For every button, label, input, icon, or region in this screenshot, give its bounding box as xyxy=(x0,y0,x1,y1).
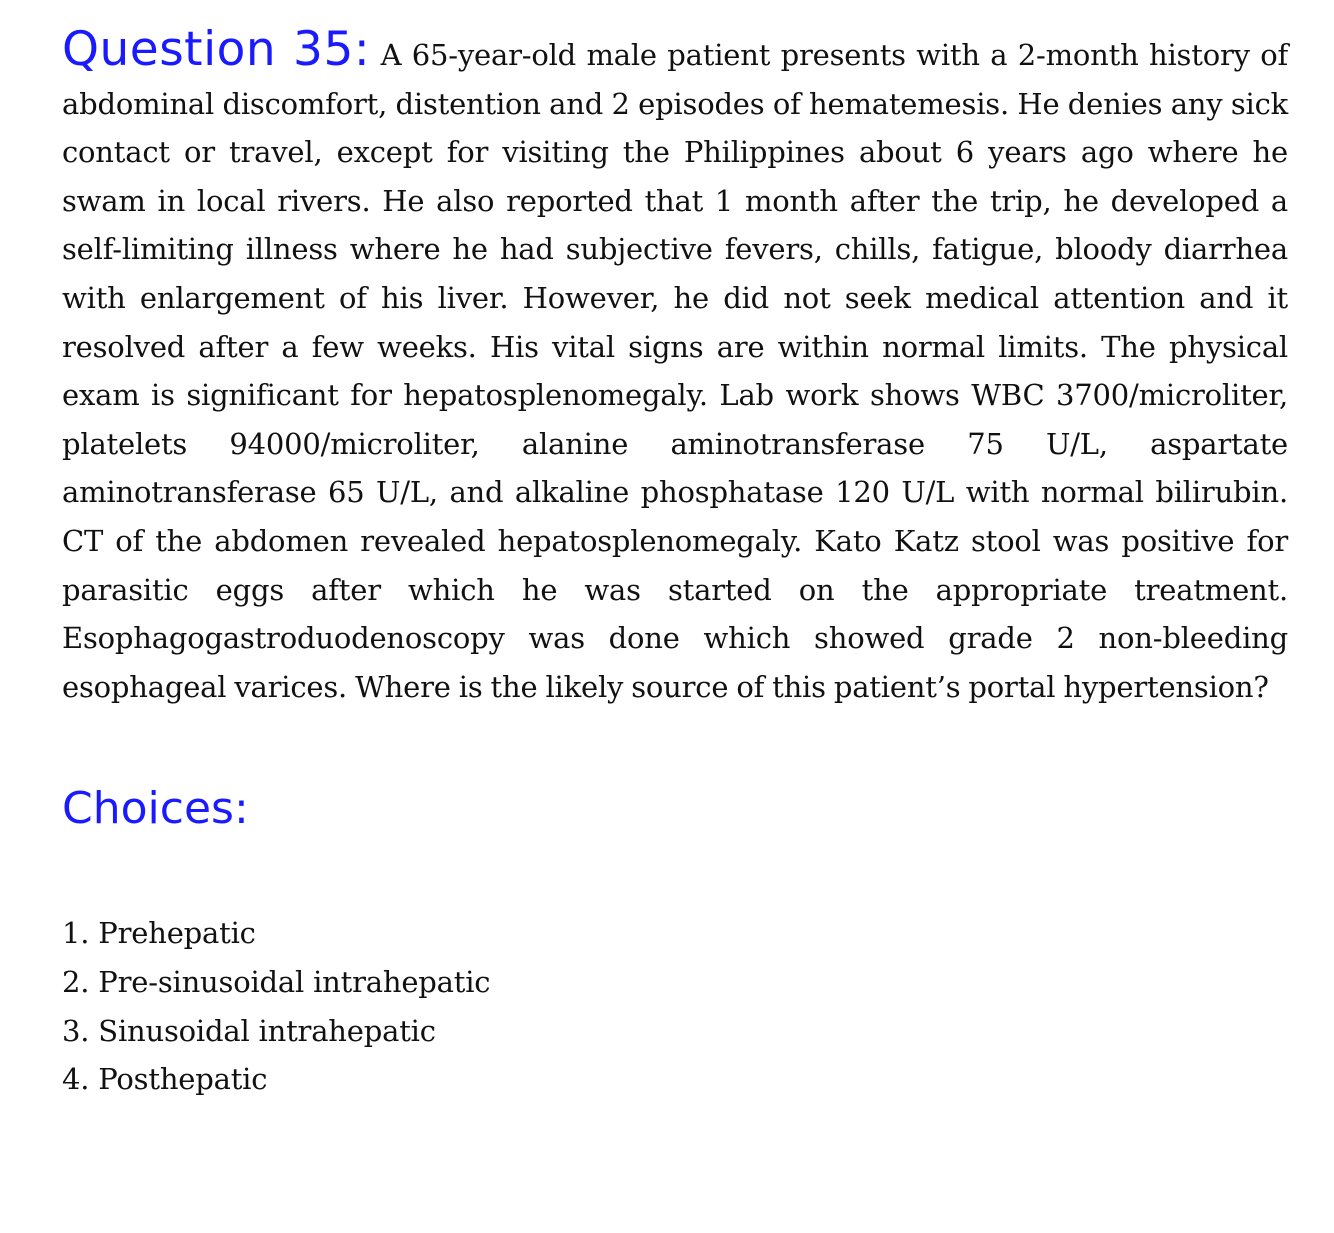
question-document xyxy=(62,22,1288,1104)
question-paragraph xyxy=(62,22,1288,711)
choices-heading: Choices: xyxy=(62,783,249,835)
question-label: Question 35: xyxy=(62,22,371,77)
choice-list xyxy=(62,909,1288,1103)
choice-item-4: 4. Posthepatic xyxy=(62,1062,268,1097)
choice-item-2: 2. Pre-sinusoidal intrahepatic xyxy=(62,964,491,999)
question-text: A 65-year-old male patient presents with a 2-month history of abdominal discomfort, distention and 2 episodes of hematemesis. He denies any sick contact or travel, except for visiting the Philippines about 6 years ago where he swam in local rivers. He also reported that 1 month after the trip, he developed a self-limiting illness where he had subjective fevers, chills, fatigue, bloody diarrhea with enlargement of his liver. However, he did not seek medical attention and it resolved after a few weeks. His vital signs are within normal limits. The physical exam is significant for hepatosplenomegaly. Lab work shows WBC 3700/microliter, platelets 94000/microliter, alanine aminotransferase 75 U/L, aspartate aminotransferase 65 U/L, and alkaline phosphatase 120 U/L with normal bilirubin. CT of the abdomen revealed hepatosplenomegaly. Kato Katz stool was positive for parasitic eggs after which he was started on the appropriate treatment. Esophagogastroduodenoscopy was done which showed grade 2 non-bleeding esophageal varices. Where is the likely source of this patient’s portal hypertension? xyxy=(62,38,1288,704)
choice-item-1: 1. Prehepatic xyxy=(62,916,256,951)
choice-item-3: 3. Sinusoidal intrahepatic xyxy=(62,1013,436,1048)
